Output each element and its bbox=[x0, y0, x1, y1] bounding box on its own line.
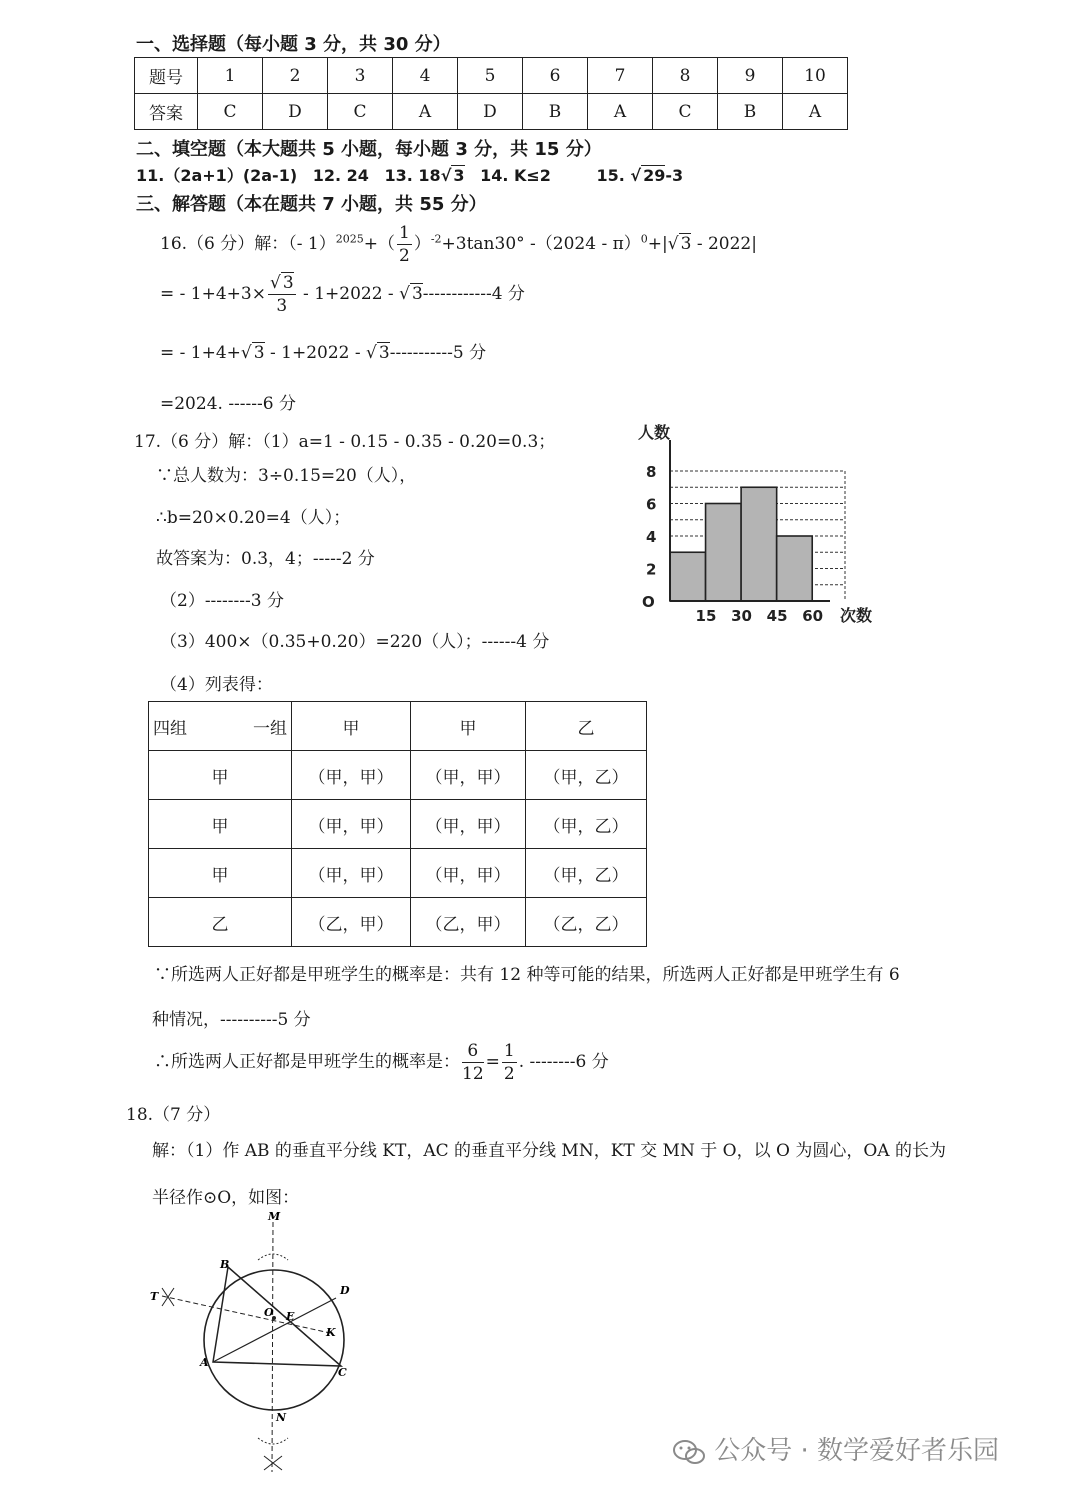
x-tick-label: 60 bbox=[802, 607, 824, 625]
label-d: D bbox=[340, 1284, 350, 1297]
table-cell: （甲，乙） bbox=[526, 800, 647, 849]
row-header: 题号 bbox=[135, 58, 198, 94]
label-t: T bbox=[150, 1290, 159, 1303]
table-row bbox=[149, 702, 647, 751]
table-cell: （乙，甲） bbox=[411, 898, 526, 947]
table-row bbox=[149, 898, 647, 947]
y-tick-label: O bbox=[642, 593, 655, 611]
table-cell: C bbox=[198, 94, 263, 130]
label-c: C bbox=[338, 1366, 347, 1379]
table-cell: 2 bbox=[263, 58, 328, 94]
histogram-chart bbox=[630, 418, 890, 633]
q17-line7: （4）列表得： bbox=[160, 675, 273, 695]
triangle-abc bbox=[213, 1267, 341, 1366]
table-cell: （甲，甲） bbox=[411, 800, 526, 849]
row-header: 甲 bbox=[149, 849, 292, 898]
y-tick-label: 4 bbox=[646, 528, 657, 546]
q17-line4: 故答案为：0.3，4；-----2 分 bbox=[156, 549, 375, 569]
q17-line9: 种情况，----------5 分 bbox=[152, 1010, 311, 1030]
table-row bbox=[135, 94, 848, 130]
table-row bbox=[149, 751, 647, 800]
section2-title: 二、填空题（本大题共 5 小题，每小题 3 分，共 15 分） bbox=[136, 139, 602, 160]
circle-construction-figure bbox=[140, 1210, 380, 1485]
column-header: 乙 bbox=[526, 702, 647, 751]
row-header: 甲 bbox=[149, 751, 292, 800]
column-header: 甲 bbox=[411, 702, 526, 751]
circle-o bbox=[204, 1270, 344, 1410]
x-tick-label: 30 bbox=[731, 607, 752, 625]
table-cell: 3 bbox=[328, 58, 393, 94]
table-row bbox=[149, 800, 647, 849]
row-header: 甲 bbox=[149, 800, 292, 849]
table-cell: D bbox=[458, 94, 523, 130]
table-cell: 10 bbox=[783, 58, 848, 94]
answer-14: 14. K≤2 bbox=[480, 166, 551, 185]
y-tick-label: 8 bbox=[646, 463, 657, 481]
table-cell: （甲，甲） bbox=[292, 751, 411, 800]
label-o: O bbox=[264, 1306, 274, 1319]
table-row bbox=[149, 849, 647, 898]
table-cell: A bbox=[393, 94, 458, 130]
column-header: 甲 bbox=[292, 702, 411, 751]
y-axis-label: 人数 bbox=[638, 423, 671, 442]
label-m: M bbox=[268, 1210, 281, 1223]
histogram-bar bbox=[741, 487, 777, 601]
label-e: E bbox=[286, 1310, 295, 1323]
table-cell: （甲，乙） bbox=[526, 751, 647, 800]
section1-title: 一、选择题（每小题 3 分，共 30 分） bbox=[136, 34, 451, 55]
table-cell: （乙，甲） bbox=[292, 898, 411, 947]
q17-line5: （2）--------3 分 bbox=[160, 591, 284, 611]
table-cell: 5 bbox=[458, 58, 523, 94]
fill-in-answers bbox=[136, 163, 683, 186]
label-n: N bbox=[276, 1411, 287, 1424]
x-tick-label: 45 bbox=[766, 607, 788, 625]
histogram-bar bbox=[706, 504, 742, 602]
q18-line3: 半径作⊙O，如图： bbox=[152, 1188, 300, 1208]
table-cell: B bbox=[523, 94, 588, 130]
q18-line1: 18.（7 分） bbox=[126, 1105, 221, 1125]
label-b: B bbox=[220, 1258, 230, 1271]
q17-line8: ∵所选两人正好都是甲班学生的概率是：共有 12 种等可能的结果，所选两人正好都是甲班学生有 6 bbox=[154, 965, 900, 985]
table-row bbox=[135, 58, 848, 94]
table-cell: 9 bbox=[718, 58, 783, 94]
q16-line2: = - 1+4+3× $\frac{√ 3}{3}$ - 1+2022 - √ 3------------4 分 bbox=[160, 273, 525, 316]
q17-line10: ∴所选两人正好都是甲班学生的概率是： $\frac{6}{12}$ = $\frac{1}{2}$ . --------6 分 bbox=[154, 1041, 609, 1084]
table-cell: A bbox=[783, 94, 848, 130]
row-header: 乙 bbox=[149, 898, 292, 947]
table-cell: 6 bbox=[523, 58, 588, 94]
line-mn bbox=[272, 1222, 273, 1472]
q16-line3: = - 1+4+√ 3 - 1+2022 - √ 3-----------5 分 bbox=[160, 343, 487, 363]
label-k: K bbox=[326, 1326, 336, 1339]
q17-line1: 17.（6 分）解：（1）a=1 - 0.15 - 0.35 - 0.20=0.3； bbox=[134, 432, 556, 452]
table-cell: D bbox=[263, 94, 328, 130]
table-cell: （甲，甲） bbox=[292, 849, 411, 898]
y-tick-label: 6 bbox=[646, 495, 657, 514]
answer-13: 13. 18√ 3 bbox=[384, 166, 465, 185]
q18-line2: 解：（1）作 AB 的垂直平分线 KT，AC 的垂直平分线 MN，KT 交 MN 于 O，以 O 为圆心，OA 的长为 bbox=[152, 1141, 946, 1161]
row-header: 答案 bbox=[135, 94, 198, 130]
q17-line3: ∴b=20×0.20=4（人）； bbox=[156, 508, 351, 528]
table-cell: 7 bbox=[588, 58, 653, 94]
choice-answer-table bbox=[134, 57, 848, 130]
table-cell: C bbox=[328, 94, 393, 130]
table-cell: （乙，乙） bbox=[526, 898, 647, 947]
q17-line6: （3）400×（0.35+0.20）=220（人）；------4 分 bbox=[160, 632, 550, 652]
watermark: 公众号 · 数学爱好者乐园 bbox=[672, 1430, 999, 1467]
table-cell: （甲，甲） bbox=[292, 800, 411, 849]
answer-15: 15. √ 29-3 bbox=[596, 166, 684, 185]
histogram-bar bbox=[670, 552, 706, 601]
table-cell: A bbox=[588, 94, 653, 130]
y-tick-label: 2 bbox=[646, 560, 657, 579]
table-cell: 4 bbox=[393, 58, 458, 94]
label-a: A bbox=[200, 1356, 209, 1369]
table-cell: （甲，甲） bbox=[411, 751, 526, 800]
x-tick-label: 15 bbox=[695, 607, 717, 625]
answer-12: 12. 24 bbox=[312, 166, 369, 185]
wechat-icon bbox=[672, 1437, 706, 1467]
answer-11: 11.（2a+1）(2a-1) bbox=[136, 166, 298, 185]
q17-line2: ∵总人数为：3÷0.15=20（人）， bbox=[156, 466, 417, 486]
x-axis-label: 次数 bbox=[840, 606, 873, 625]
probability-table bbox=[148, 701, 647, 947]
table-cell: 1 bbox=[198, 58, 263, 94]
table-cell: B bbox=[718, 94, 783, 130]
table-cell: C bbox=[653, 94, 718, 130]
table-cell: 8 bbox=[653, 58, 718, 94]
table-cell: （甲，乙） bbox=[526, 849, 647, 898]
q16-line4: =2024. ------6 分 bbox=[160, 394, 296, 414]
table-corner: 四组 一组 bbox=[149, 702, 292, 751]
section3-title: 三、解答题（本在题共 7 小题，共 55 分） bbox=[136, 194, 487, 215]
table-cell: （甲，甲） bbox=[411, 849, 526, 898]
q16-line1: 16.（6 分）解：（- 1）$^{2025}$+（ $\frac{1}{2}$ ）$^{-2}$+3tan30° -（2024 - π）$^0$+|√ 3 - 2022| bbox=[160, 223, 757, 266]
histogram-bar bbox=[777, 536, 813, 601]
